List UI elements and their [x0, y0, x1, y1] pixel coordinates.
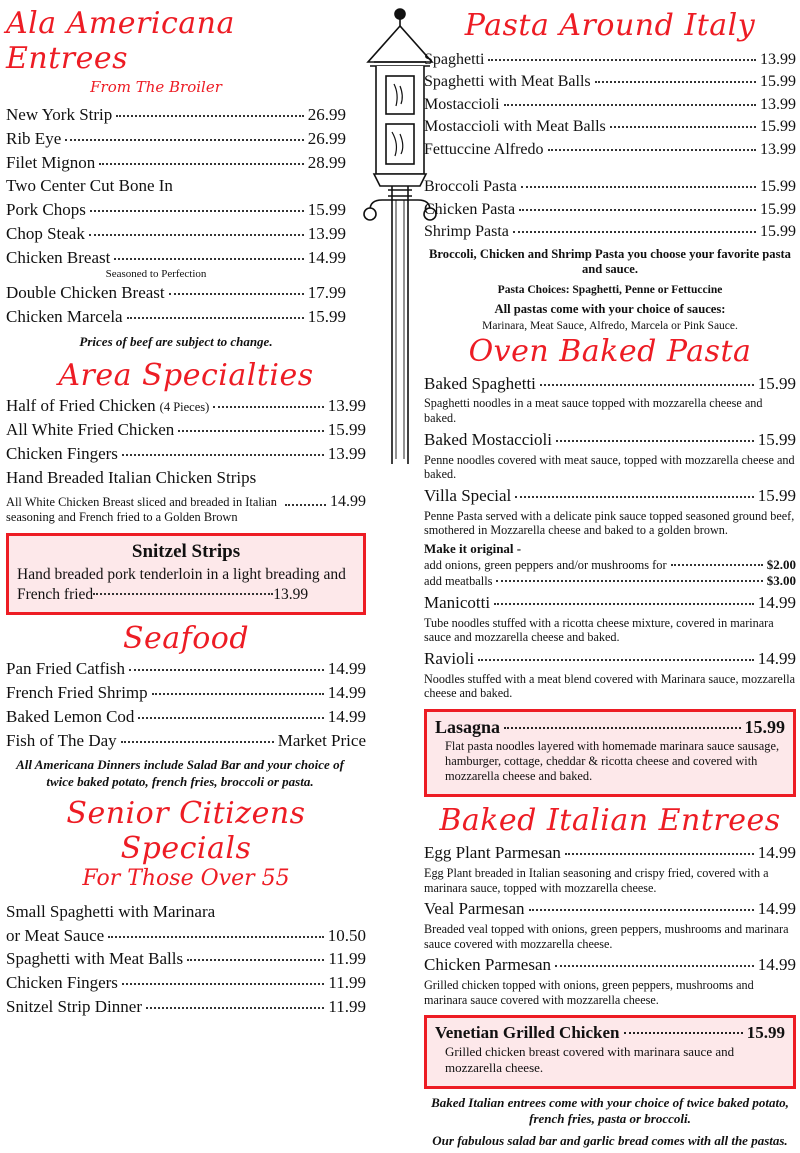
- item-name: Mostaccioli with Meat Balls: [424, 118, 606, 136]
- item-name: Spaghetti with Meat Balls: [6, 949, 184, 969]
- leader-dots: [555, 965, 754, 967]
- left-column: [6, 0, 366, 1020]
- item-price: 14.99: [757, 843, 796, 863]
- item-price: 15.99: [757, 373, 796, 393]
- item-description: Breaded veal topped with onions, green peppers, mushrooms and marinara sauce covered with mozzarella cheese.: [424, 922, 789, 951]
- item-price: 10.50: [327, 925, 366, 945]
- menu-item: [6, 199, 346, 222]
- menu-item: [6, 128, 346, 151]
- item-name: Shrimp Pasta: [424, 223, 509, 241]
- menu-item: [6, 682, 366, 705]
- sauces-list: Marinara, Meat Sauce, Alfredo, Marcela or Pink Sauce.: [482, 319, 738, 332]
- leader-dots: [122, 454, 324, 456]
- leader-dots: [89, 234, 304, 236]
- addon-price: $3.00: [766, 573, 796, 589]
- item-name: Chicken Fingers: [6, 973, 118, 993]
- item-price: 11.99: [328, 949, 366, 969]
- menu-item: [6, 247, 346, 270]
- leader-dots: [108, 936, 324, 938]
- item-name: Fish of The Day: [6, 730, 117, 750]
- item-note-seasoned: Seasoned to Perfection: [105, 268, 207, 281]
- item-price: 13.99: [760, 95, 796, 113]
- leader-dots: [565, 853, 754, 855]
- section-title-seafood: Seafood: [122, 621, 250, 657]
- item-price: 15.99: [327, 419, 366, 439]
- item-name: Spaghetti with Meat Balls: [424, 73, 591, 91]
- leader-dots: [127, 317, 304, 319]
- menu-item: [424, 94, 796, 115]
- menu-item-description-row: [6, 491, 366, 525]
- snitzel-strips-highlight-box: [6, 533, 366, 615]
- leader-dots: [671, 564, 763, 566]
- item-name: Egg Plant Parmesan: [424, 843, 561, 863]
- box-title: Snitzel Strips: [131, 540, 241, 562]
- item-price: 14.99: [330, 493, 366, 511]
- menu-item: [424, 71, 796, 92]
- item-price: 14.99: [757, 955, 796, 975]
- item-name: Baked Mostaccioli: [424, 429, 552, 449]
- item-name: French Fried Shrimp: [6, 683, 148, 702]
- addon-row: [424, 557, 796, 574]
- leader-dots: [99, 163, 303, 165]
- section-senior-specials: [6, 796, 366, 1019]
- addon-name: add meatballs: [424, 574, 493, 589]
- item-price: 15.99: [760, 200, 796, 218]
- beef-price-disclaimer: Prices of beef are subject to change.: [79, 333, 273, 349]
- leader-dots: [488, 59, 756, 61]
- menu-item: [435, 1023, 785, 1043]
- item-name: Chicken Parmesan: [424, 955, 551, 975]
- section-ala-americana: [6, 6, 366, 350]
- item-name: Broccoli Pasta: [424, 178, 517, 196]
- item-description: Egg Plant breaded in Italian seasoning and crispy fried, covered with a marinara sauce, topped with mozzarella cheese.: [424, 866, 769, 895]
- menu-item: [6, 730, 366, 753]
- section-title-oven-baked-pasta: Oven Baked Pasta: [468, 333, 752, 369]
- item-name: All White Fried Chicken: [6, 419, 175, 439]
- leader-dots: [169, 293, 304, 295]
- section-seafood: [6, 621, 366, 790]
- item-price: 26.99: [307, 128, 346, 148]
- leader-dots: [540, 384, 754, 386]
- leader-dots: [122, 983, 324, 985]
- item-price: 13.99: [273, 586, 309, 604]
- section-title-ala-americana: Ala Americana Entrees: [6, 6, 235, 76]
- leader-dots: [121, 741, 274, 743]
- item-name: Pork Chops: [6, 200, 86, 220]
- item-name: Two Center Cut Bone In: [6, 176, 173, 196]
- item-price: 15.99: [757, 429, 796, 449]
- item-price: 28.99: [307, 152, 346, 172]
- item-name: Mostaccioli: [424, 95, 500, 113]
- item-price: 15.99: [760, 73, 796, 91]
- item-description: Grilled chicken breast covered with marinara sauce and mozzarella cheese.: [445, 1044, 735, 1076]
- addon-name: add onions, green peppers and/or mushrooms for: [424, 557, 667, 572]
- item-name: Ravioli: [424, 648, 475, 668]
- menu-item: [6, 223, 346, 246]
- addon-row: [424, 573, 796, 590]
- leader-dots: [114, 258, 303, 260]
- menu-item: [424, 199, 796, 220]
- leader-dots: [116, 115, 303, 117]
- lasagna-highlight-box: [424, 709, 796, 797]
- item-description: Flat pasta noodles layered with homemade marinara sauce sausage, hamburger, cottage, cheddar & ricotta cheese and covered with mozzarella cheese and baked.: [445, 738, 780, 784]
- menu-item: [6, 948, 366, 971]
- leader-dots: [513, 231, 756, 233]
- menu-item: [424, 49, 796, 70]
- item-name: Chop Steak: [6, 223, 85, 243]
- leader-dots: [624, 1032, 743, 1034]
- menu-item: [435, 717, 785, 738]
- venetian-grilled-chicken-highlight-box: [424, 1015, 796, 1089]
- menu-item: [424, 954, 796, 977]
- item-price: 13.99: [327, 396, 366, 416]
- item-name: Spaghetti: [424, 51, 485, 68]
- menu-item: [6, 419, 366, 442]
- leader-dots: [529, 909, 754, 911]
- item-price: Market Price: [277, 730, 366, 750]
- item-price: 15.99: [746, 1023, 785, 1043]
- leader-dots: [152, 693, 324, 695]
- leader-dots: [146, 1007, 324, 1009]
- item-name: Half of Fried Chicken: [6, 396, 156, 416]
- item-name: Chicken Breast: [6, 247, 111, 267]
- item-price: 14.99: [757, 899, 796, 919]
- item-price: 14.99: [327, 659, 366, 679]
- menu-item: [424, 429, 796, 452]
- leader-dots: [496, 580, 762, 582]
- menu-item: [6, 282, 346, 305]
- item-name: Manicotti: [424, 592, 491, 612]
- item-description: All White Chicken Breast sliced and breaded in Italian seasoning and French fried to a Golden Brown: [6, 495, 277, 525]
- item-name: Chicken Fingers: [6, 443, 118, 463]
- box-description: [17, 565, 355, 605]
- item-description: Penne noodles covered with meat sauce, topped with mozzarella cheese and baked.: [424, 452, 795, 482]
- item-name: Double Chicken Breast: [6, 283, 165, 303]
- item-price: 13.99: [307, 223, 346, 243]
- leader-dots: [213, 406, 323, 408]
- item-price: 13.99: [760, 51, 796, 68]
- menu-item: [424, 373, 796, 396]
- item-price: 17.99: [307, 283, 346, 303]
- menu-item: [6, 658, 366, 681]
- menu-item: [424, 176, 796, 197]
- section-oven-baked-pasta: [424, 334, 796, 798]
- item-name: Veal Parmesan: [424, 899, 525, 919]
- item-name: Venetian Grilled Chicken: [435, 1023, 620, 1043]
- item-price: 15.99: [307, 200, 346, 220]
- leader-dots: [595, 81, 756, 83]
- item-price: 15.99: [760, 178, 796, 196]
- item-description: Penne Pasta served with a delicate pink sauce topped seasoned ground beef, smothered in Mozzarella cheese and baked to a golden brown.: [424, 508, 795, 538]
- menu-item: [6, 996, 366, 1019]
- leader-dots: [504, 727, 740, 729]
- item-description: Grilled chicken topped with onions, green peppers, mushrooms and marinara sauce covered with mozzarella cheese.: [424, 978, 754, 1007]
- menu-item: [424, 592, 796, 615]
- leader-dots: [178, 430, 324, 432]
- salad-bar-note: Our fabulous salad bar and garlic bread comes with all the pastas.: [432, 1132, 788, 1148]
- item-description: Noodles stuffed with a meat blend covered with Marinara sauce, mozzarella cheese and baked.: [424, 671, 796, 701]
- menu-item: [6, 901, 366, 924]
- leader-dots: [187, 959, 324, 961]
- item-name: Pan Fried Catfish: [6, 659, 125, 679]
- leader-dots: [129, 669, 324, 671]
- menu-item: [6, 306, 346, 329]
- item-description: Tube noodles stuffed with a ricotta cheese mixture, covered in marinara sauce and mozzarella cheese and baked.: [424, 615, 774, 645]
- right-column: [424, 0, 796, 1153]
- section-title-pasta-around-italy: Pasta Around Italy: [464, 8, 756, 43]
- menu-item: [424, 116, 796, 137]
- item-price: 15.99: [744, 716, 785, 737]
- item-name: Chicken Marcela: [6, 307, 123, 327]
- menu-item: [424, 648, 796, 671]
- item-price: 15.99: [757, 485, 796, 505]
- sauces-heading: All pastas come with your choice of sauces:: [494, 301, 726, 316]
- leader-dots: [521, 186, 756, 188]
- menu-item: [6, 925, 366, 948]
- item-name: Chicken Pasta: [424, 200, 516, 218]
- item-name: Hand Breaded Italian Chicken Strips: [6, 468, 257, 488]
- item-name: New York Strip: [6, 105, 113, 124]
- item-name: Lasagna: [435, 716, 501, 737]
- item-price: 26.99: [307, 105, 346, 124]
- leader-dots: [548, 149, 756, 151]
- item-description: Spaghetti noodles in a meat sauce topped with mozzarella cheese and baked.: [424, 396, 763, 426]
- leader-dots: [494, 603, 754, 605]
- item-price: 15.99: [760, 223, 796, 241]
- pasta-choices-list: Pasta Choices: Spaghetti, Penne or Fettuccine: [497, 283, 723, 296]
- section-title-area-specialties: Area Specialties: [58, 358, 314, 394]
- section-baked-italian-entrees: [424, 803, 796, 1149]
- item-price: 13.99: [760, 140, 796, 158]
- item-name: Rib Eye: [6, 128, 62, 148]
- leader-dots: [138, 717, 323, 719]
- item-description: Hand breaded pork tenderloin in a light breading and French fried: [17, 565, 346, 604]
- menu-item: [424, 139, 796, 160]
- menu-item: [6, 104, 346, 127]
- section-subtitle-from-the-broiler: From The Broiler: [90, 78, 222, 96]
- pasta-choice-note: Broccoli, Chicken and Shrimp Pasta you choose your favorite pasta and sauce.: [429, 246, 791, 277]
- item-price: 11.99: [328, 973, 366, 993]
- section-title-baked-italian-entrees: Baked Italian Entrees: [439, 803, 781, 839]
- menu-item: [6, 467, 366, 490]
- menu-item: [6, 706, 366, 729]
- leader-dots: [556, 440, 754, 442]
- section-subtitle-over-55: For Those Over 55: [82, 865, 290, 891]
- item-name: Villa Special: [424, 485, 512, 505]
- menu-item: [424, 898, 796, 921]
- item-name: Baked Lemon Cod: [6, 706, 135, 726]
- menu-item: [6, 972, 366, 995]
- item-price: 13.99: [327, 443, 366, 463]
- baked-italian-sides-note: Baked Italian entrees come with your choice of twice baked potato, french fries, pasta or broccoli.: [431, 1095, 789, 1127]
- leader-dots: [65, 139, 304, 141]
- item-name: Filet Mignon: [6, 152, 96, 172]
- item-price: 14.99: [327, 706, 366, 726]
- item-price: 14.99: [757, 648, 796, 668]
- item-price: 14.99: [307, 247, 346, 267]
- item-price: 14.99: [327, 683, 366, 702]
- leader-dots: [504, 104, 756, 106]
- item-price: 15.99: [307, 307, 346, 327]
- item-qualifier: (4 Pieces): [159, 400, 210, 415]
- make-it-original-label: Make it original -: [424, 540, 522, 556]
- menu-item: [6, 443, 366, 466]
- item-price: 14.99: [757, 592, 796, 612]
- section-title-senior-specials: Senior Citizens Specials: [66, 795, 306, 866]
- item-name: Baked Spaghetti: [424, 373, 536, 393]
- americana-dinners-note: All Americana Dinners include Salad Bar and your choice of twice baked potato, french fries, broccoli or pasta.: [16, 757, 344, 789]
- item-price: 11.99: [328, 996, 366, 1016]
- leader-dots: [285, 504, 326, 506]
- leader-dots: [90, 210, 304, 212]
- section-pasta-around-italy: [424, 8, 796, 332]
- section-area-specialties: [6, 358, 366, 615]
- leader-dots: [610, 126, 756, 128]
- menu-item: [6, 395, 366, 418]
- item-name: Fettuccine Alfredo: [424, 140, 544, 158]
- item-name: or Meat Sauce: [6, 925, 105, 945]
- menu-item: [424, 221, 796, 242]
- item-name: Small Spaghetti with Marinara: [6, 901, 216, 921]
- menu-item: [424, 485, 796, 508]
- item-name: Snitzel Strip Dinner: [6, 996, 142, 1016]
- menu-item: [6, 175, 366, 198]
- leader-dots: [478, 659, 754, 661]
- item-price: 15.99: [760, 118, 796, 136]
- leader-dots: [515, 496, 753, 498]
- menu-item: [6, 152, 346, 175]
- menu-item: [424, 842, 796, 865]
- leader-dots: [519, 209, 756, 211]
- addon-price: $2.00: [766, 556, 796, 572]
- leader-dots: [93, 593, 273, 595]
